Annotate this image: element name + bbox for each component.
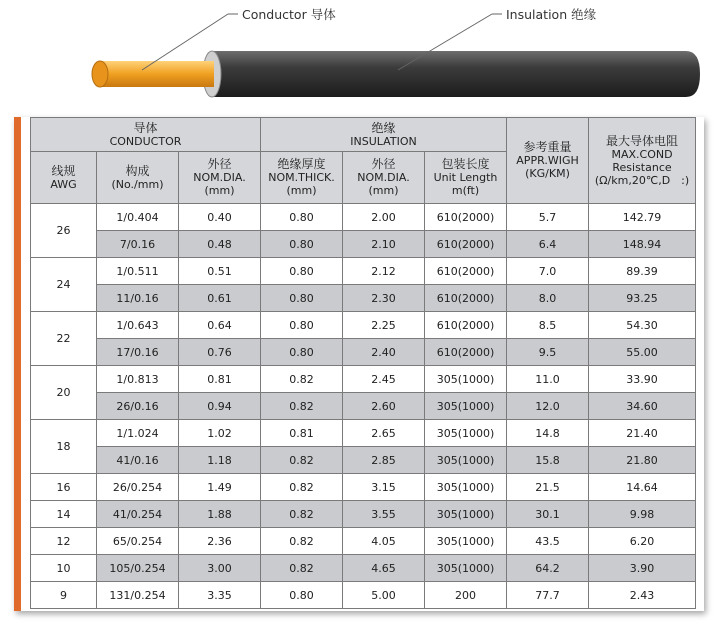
insulation-dia-cell: 4.05: [343, 528, 425, 555]
weight-cell: 14.8: [507, 420, 589, 447]
table-row: [31, 231, 696, 258]
unit-length-cell: 610(2000): [425, 258, 507, 285]
construction-cell: 11/0.16: [97, 285, 179, 312]
unit-length-cell: 305(1000): [425, 447, 507, 474]
conductor-dia-cell: 0.76: [179, 339, 261, 366]
table-row: [31, 474, 696, 501]
thickness-cell: 0.81: [261, 420, 343, 447]
insulation-dia-cell: 2.85: [343, 447, 425, 474]
insulation-dia-cell: 2.25: [343, 312, 425, 339]
table-row: [31, 555, 696, 582]
thickness-cell: 0.82: [261, 555, 343, 582]
table-row: [31, 312, 696, 339]
unit-length-cell: 200: [425, 582, 507, 609]
awg-cell: 26: [31, 204, 97, 258]
insulation-dia-cell: 3.55: [343, 501, 425, 528]
insulation-dia-cell: 5.00: [343, 582, 425, 609]
conductor-dia-cell: 1.88: [179, 501, 261, 528]
weight-cell: 11.0: [507, 366, 589, 393]
thickness-cell: 0.82: [261, 447, 343, 474]
weight-cell: 7.0: [507, 258, 589, 285]
conductor-dia-cell: 1.49: [179, 474, 261, 501]
thickness-cell: 0.80: [261, 339, 343, 366]
insulation-dia-cell: 2.12: [343, 258, 425, 285]
insulation-dia-cell: 2.65: [343, 420, 425, 447]
weight-cell: 77.7: [507, 582, 589, 609]
thickness-cell: 0.82: [261, 501, 343, 528]
unit-length-cell: 305(1000): [425, 366, 507, 393]
conductor-dia-cell: 1.02: [179, 420, 261, 447]
insulation-dia-cell: 2.40: [343, 339, 425, 366]
resistance-cell: 2.43: [589, 582, 696, 609]
construction-cell: 1/0.643: [97, 312, 179, 339]
construction-cell: 41/0.254: [97, 501, 179, 528]
weight-cell: 30.1: [507, 501, 589, 528]
construction-cell: 26/0.254: [97, 474, 179, 501]
resistance-cell: 142.79: [589, 204, 696, 231]
conductor-header: 导体 CONDUCTOR: [31, 118, 261, 152]
awg-cell: 16: [31, 474, 97, 501]
construction-cell: 1/1.024: [97, 420, 179, 447]
table-row: [31, 447, 696, 474]
conductor-tip: [92, 61, 108, 87]
table-row: [31, 420, 696, 447]
table-row: [31, 258, 696, 285]
weight-header: 参考重量 APPR.WIGH (KG/KM): [507, 118, 589, 204]
awg-cell: 14: [31, 501, 97, 528]
table-row: [31, 366, 696, 393]
table-row: [31, 582, 696, 609]
resistance-cell: 21.40: [589, 420, 696, 447]
insulation-dia-cell: 2.30: [343, 285, 425, 312]
conductor-dia-cell: 0.48: [179, 231, 261, 258]
unit-length-cell: 305(1000): [425, 420, 507, 447]
conductor-dia-cell: 0.81: [179, 366, 261, 393]
resistance-cell: 3.90: [589, 555, 696, 582]
unit-length-cell: 305(1000): [425, 555, 507, 582]
resistance-cell: 148.94: [589, 231, 696, 258]
table-row: [31, 204, 696, 231]
conductor-callout: Conductor 导体: [242, 7, 336, 22]
table-row: [31, 339, 696, 366]
table-row: [31, 528, 696, 555]
spec-table-panel: [14, 117, 704, 611]
insulation-header: 绝缘 INSULATION: [261, 118, 507, 152]
awg-header: 线规 AWG: [31, 152, 97, 204]
unit-length-cell: 610(2000): [425, 339, 507, 366]
construction-cell: 1/0.813: [97, 366, 179, 393]
weight-cell: 12.0: [507, 393, 589, 420]
thickness-cell: 0.82: [261, 366, 343, 393]
awg-cell: 22: [31, 312, 97, 366]
unit-length-cell: 610(2000): [425, 285, 507, 312]
spec-table-body: [31, 204, 696, 609]
resistance-cell: 14.64: [589, 474, 696, 501]
resistance-cell: 54.30: [589, 312, 696, 339]
construction-cell: 26/0.16: [97, 393, 179, 420]
weight-cell: 8.5: [507, 312, 589, 339]
awg-cell: 20: [31, 366, 97, 420]
construction-cell: 131/0.254: [97, 582, 179, 609]
table-row: [31, 285, 696, 312]
resistance-cell: 89.39: [589, 258, 696, 285]
construction-header: 构成 (No./mm): [97, 152, 179, 204]
insulation-dia-header: 外径 NOM.DIA. (mm): [343, 152, 425, 204]
table-row: [31, 393, 696, 420]
weight-cell: 64.2: [507, 555, 589, 582]
construction-cell: 1/0.511: [97, 258, 179, 285]
resistance-cell: 9.98: [589, 501, 696, 528]
resistance-cell: 34.60: [589, 393, 696, 420]
conductor-dia-cell: 3.35: [179, 582, 261, 609]
thickness-cell: 0.82: [261, 474, 343, 501]
resistance-cell: 21.80: [589, 447, 696, 474]
wire-diagram: [0, 0, 717, 112]
thickness-cell: 0.80: [261, 285, 343, 312]
thickness-cell: 0.82: [261, 393, 343, 420]
construction-cell: 7/0.16: [97, 231, 179, 258]
unit-length-cell: 610(2000): [425, 231, 507, 258]
copper-conductor: [100, 61, 214, 87]
awg-cell: 18: [31, 420, 97, 474]
resistance-cell: 55.00: [589, 339, 696, 366]
insulation-dia-cell: 2.60: [343, 393, 425, 420]
awg-cell: 9: [31, 582, 97, 609]
awg-cell: 24: [31, 258, 97, 312]
insulation-dia-cell: 3.15: [343, 474, 425, 501]
conductor-dia-cell: 0.61: [179, 285, 261, 312]
unit-length-cell: 610(2000): [425, 204, 507, 231]
construction-cell: 65/0.254: [97, 528, 179, 555]
conductor-dia-cell: 2.36: [179, 528, 261, 555]
thickness-cell: 0.80: [261, 582, 343, 609]
resistance-cell: 6.20: [589, 528, 696, 555]
table-row: [31, 501, 696, 528]
weight-cell: 5.7: [507, 204, 589, 231]
unit-length-cell: 305(1000): [425, 528, 507, 555]
conductor-dia-cell: 0.51: [179, 258, 261, 285]
unit-length-cell: 305(1000): [425, 501, 507, 528]
awg-cell: 12: [31, 528, 97, 555]
insulation-dia-cell: 4.65: [343, 555, 425, 582]
conductor-dia-cell: 0.64: [179, 312, 261, 339]
insulation-dia-cell: 2.10: [343, 231, 425, 258]
weight-cell: 6.4: [507, 231, 589, 258]
conductor-dia-cell: 0.40: [179, 204, 261, 231]
resistance-cell: 33.90: [589, 366, 696, 393]
awg-cell: 10: [31, 555, 97, 582]
weight-cell: 9.5: [507, 339, 589, 366]
unit-length-cell: 610(2000): [425, 312, 507, 339]
conductor-dia-cell: 1.18: [179, 447, 261, 474]
weight-cell: 21.5: [507, 474, 589, 501]
resistance-cell: 93.25: [589, 285, 696, 312]
construction-cell: 41/0.16: [97, 447, 179, 474]
insulation-dia-cell: 2.00: [343, 204, 425, 231]
construction-cell: 17/0.16: [97, 339, 179, 366]
weight-cell: 15.8: [507, 447, 589, 474]
weight-cell: 8.0: [507, 285, 589, 312]
insulation-jacket: [212, 51, 700, 97]
thickness-cell: 0.80: [261, 204, 343, 231]
thickness-cell: 0.80: [261, 258, 343, 285]
thickness-cell: 0.82: [261, 528, 343, 555]
construction-cell: 1/0.404: [97, 204, 179, 231]
conductor-dia-cell: 3.00: [179, 555, 261, 582]
insulation-dia-cell: 2.45: [343, 366, 425, 393]
thickness-header: 绝缘厚度 NOM.THICK. (mm): [261, 152, 343, 204]
construction-cell: 105/0.254: [97, 555, 179, 582]
thickness-cell: 0.80: [261, 312, 343, 339]
conductor-dia-header: 外径 NOM.DIA. (mm): [179, 152, 261, 204]
spec-table: [30, 117, 696, 609]
unit-length-cell: 305(1000): [425, 393, 507, 420]
weight-cell: 43.5: [507, 528, 589, 555]
unit-length-cell: 305(1000): [425, 474, 507, 501]
wire-illustration: [0, 0, 717, 112]
resistance-header: 最大导体电阻 MAX.COND Resistance (Ω/km,20℃,D :): [589, 118, 696, 204]
conductor-dia-cell: 0.94: [179, 393, 261, 420]
insulation-callout: Insulation 绝缘: [506, 7, 597, 22]
thickness-cell: 0.80: [261, 231, 343, 258]
unit-length-header: 包装长度 Unit Length m(ft): [425, 152, 507, 204]
